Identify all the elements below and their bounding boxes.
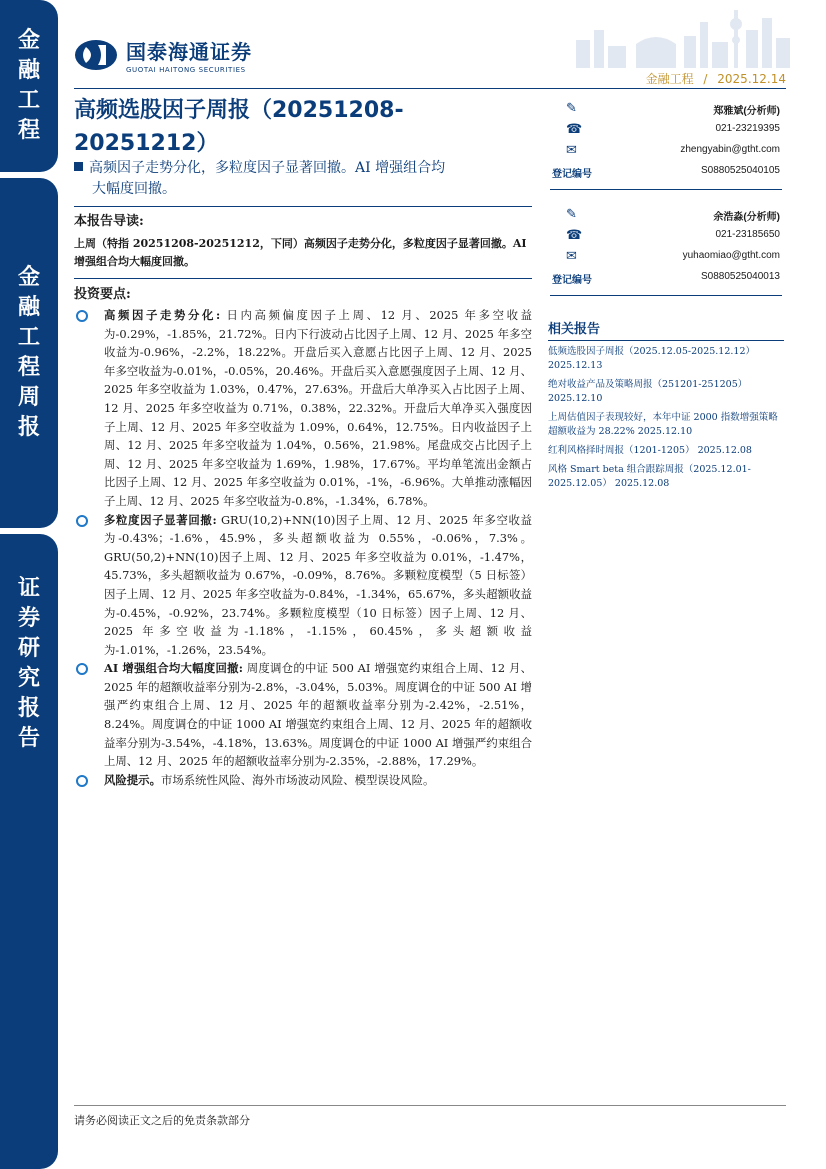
header-separator: / <box>703 72 708 86</box>
sidebar-char: 程 <box>17 355 40 380</box>
sidebar-char: 融 <box>17 58 40 83</box>
guide-text: 上周（特指 20251208-20251212，下同）高频因子走势分化，多粒度因子显著回撤。AI 增强组合均大幅度回撤。 <box>74 237 527 268</box>
company-logo <box>74 36 252 74</box>
analyst-pen-icon: ✎ <box>566 207 577 222</box>
sidebar-char: 程 <box>17 118 40 143</box>
logo-mark-icon <box>74 39 118 71</box>
title-line-2: 20251212） <box>74 131 219 156</box>
investment-points <box>74 306 532 789</box>
sidebar-char: 报 <box>17 415 40 440</box>
point-text: GRU(10,2)+NN(10)因子上周、12 月、2025 年多空收益为-0.43%；-1.6%，45.9%，多头超额收益为 0.55%，-0.06%，7.3%。GRU(50,2)+NN(10)因子上周、12 月、2025 年多空收益为 0.01%，-1.47%，45.73%，多头超额收益为 0.67%，-0.09%，8.76%。多颗粒度模型（5 日标签）因子上周、12 月、2025 年多空收益为-0.84%，-1.34%，65.67%，多头超额收益为-0.45%，-0.92%，23.74%。多颗粒度模型（10 日标签）因子上周、12 月、2025 年多空收益为-1.18%，-1.15%，60.45%，多头超额收益为-1.01%，-1.26%，23.54%。 <box>104 512 532 657</box>
sidebar-char: 券 <box>17 606 40 631</box>
point-text: 周度调仓的中证 500 AI 增强宽约束组合上周、12 月、2025 年的超额收益率分别为-2.8%，-3.04%，5.03%。周度调仓的中证 500 AI 增强严约束组合上周、12 月、2025 年的超额收益率分别为-2.42%，-2.51%，8.24%。周度调仓的中证 1000 AI 增强宽约束组合上周、12 月、2025 年的超额收益率分别为-3.54%，-4.18%，13.63%。周度调仓的中证 1000 AI 增强严约束组合上周、12 月、2025 年的超额收益率分别为-2.35%，-2.88%，17.29%。 <box>104 661 532 769</box>
disclaimer-note: 请务必阅读正文之后的免责条款部分 <box>74 1114 250 1127</box>
sidebar <box>0 0 58 1169</box>
point-text: 日内高频偏度因子上周、12 月、2025 年多空收益为-0.29%，-1.85%，21.72%。日内下行波动占比因子上周、12 月、2025 年多空收益为-0.96%，-2.2%，18.22%。开盘后买入意愿占比因子上周、12 月、2025 年多空收益为-0.01%，-0.05%，20.46%。开盘后买入意愿强度因子上周、12 月、2025 年多空收益为 1.03%，0.47%，27.63%。开盘后大单净买入占比因子上周、12 月、2025 年多空收益为 0.71%，0.38%，22.32%。开盘后大单净买入强度因子上周、12 月、2025 年多空收益为 1.09%，0.64%，12.75%。日内收益因子上周、12 月、2025 年多空收益为 1.04%，0.56%，21.98%。尾盘成交占比因子上周、12 月、2025 年多空收益为 1.69%，1.98%，17.67%。平均单笔流出金额占比因子上周、12 月、2025 年多空收益为 0.01%，-1%，-6.96%。大单推动涨幅因子上周、12 月、2025 年多空收益为-0.8%，-1.34%，6.78%。 <box>104 308 532 508</box>
skyline-illustration <box>566 0 796 68</box>
report-subtitle <box>74 158 524 200</box>
sidebar-char: 报 <box>17 696 40 721</box>
email-icon: ✉ <box>566 249 577 264</box>
sidebar-char: 金 <box>17 265 40 290</box>
point-lead: 多粒度因子显著回撤: <box>104 512 217 527</box>
guide-heading: 本报告导读: <box>74 214 144 229</box>
sidebar-research-block <box>0 534 58 1169</box>
analyst-email: yuhaomiao@gtht.com <box>682 250 780 261</box>
phone-icon: ☎ <box>566 122 583 137</box>
related-report-link[interactable]: 绝对收益产品及策略周报（251201-251205） 2025.12.10 <box>548 379 748 404</box>
email-icon: ✉ <box>566 143 577 158</box>
analyst-divider <box>550 189 782 190</box>
report-title <box>74 94 534 160</box>
header-divider <box>74 88 786 89</box>
point-lead: AI 增强组合均大幅度回撤: <box>104 661 243 676</box>
analyst-divider <box>550 295 782 296</box>
title-line-1: 高频选股因子周报（20251208- <box>74 98 404 123</box>
analyst-phone: 021-23185650 <box>715 229 780 240</box>
related-reports <box>548 318 784 496</box>
circle-bullet-icon <box>76 515 88 527</box>
brand-name-cn: 国泰海通证券 <box>126 40 252 64</box>
sidebar-category-block <box>0 0 58 172</box>
point-item <box>74 771 532 790</box>
sidebar-report-type-block <box>0 178 58 528</box>
phone-icon: ☎ <box>566 228 583 243</box>
related-heading: 相关报告 <box>548 318 784 341</box>
related-report-link[interactable]: 上周估值因子表现较好，本年中证 2000 指数增强策略超额收益为 28.22% 2025.12.10 <box>548 412 778 437</box>
analyst-card <box>550 100 782 184</box>
point-text: 市场系统性风险、海外市场波动风险、模型误设风险。 <box>160 772 435 787</box>
sidebar-char: 工 <box>17 325 40 350</box>
sidebar-char: 究 <box>17 666 40 691</box>
related-report-link[interactable]: 风格 Smart beta 组合跟踪周报（2025.12.01-2025.12.05） 2025.12.08 <box>548 464 751 489</box>
subtitle-line-2: 大幅度回撤。 <box>92 181 176 197</box>
circle-bullet-icon <box>76 663 88 675</box>
guide-top-divider <box>74 206 532 207</box>
registration-label: 登记编号 <box>552 169 592 180</box>
analyst-pen-icon: ✎ <box>566 101 577 116</box>
subtitle-line-1: 高频因子走势分化，多粒度因子显著回撤。AI 增强组合均 <box>89 160 446 176</box>
analyst-email: zhengyabin@gtht.com <box>680 144 780 155</box>
point-lead: 高频因子走势分化: <box>104 308 221 322</box>
points-top-divider <box>74 278 532 279</box>
sidebar-char: 研 <box>17 636 40 661</box>
circle-bullet-icon <box>76 310 88 322</box>
sidebar-char: 融 <box>17 295 40 320</box>
sidebar-char: 金 <box>17 28 40 53</box>
point-item <box>74 511 532 660</box>
square-bullet-icon <box>74 162 83 171</box>
analyst-name: 郑雅斌(分析师) <box>713 106 780 117</box>
circle-bullet-icon <box>76 775 88 787</box>
header-date: 2025.12.14 <box>717 72 786 86</box>
related-report-link[interactable]: 红利风格择时周报（1201-1205） 2025.12.08 <box>548 445 752 456</box>
header-category: 金融工程 <box>645 72 694 86</box>
footer-divider <box>74 1105 786 1106</box>
point-lead: 风险提示。 <box>104 772 161 787</box>
point-item <box>74 306 532 511</box>
registration-number: S0880525040105 <box>701 165 780 176</box>
related-report-link[interactable]: 低频选股因子周报（2025.12.05-2025.12.12） 2025.12.13 <box>548 346 755 371</box>
analyst-phone: 021-23219395 <box>715 123 780 134</box>
analyst-card <box>550 206 782 290</box>
sidebar-char: 周 <box>17 385 40 410</box>
point-item <box>74 659 532 771</box>
sidebar-char: 工 <box>17 88 40 113</box>
sidebar-char: 证 <box>17 576 40 601</box>
sidebar-char: 告 <box>17 726 40 751</box>
header-meta <box>646 70 786 87</box>
points-heading: 投资要点: <box>74 287 131 302</box>
brand-name-en: GUOTAI HAITONG SECURITIES <box>126 66 246 74</box>
analyst-name: 余浩淼(分析师) <box>713 212 780 223</box>
registration-label: 登记编号 <box>552 275 592 286</box>
registration-number: S0880525040013 <box>701 271 780 282</box>
